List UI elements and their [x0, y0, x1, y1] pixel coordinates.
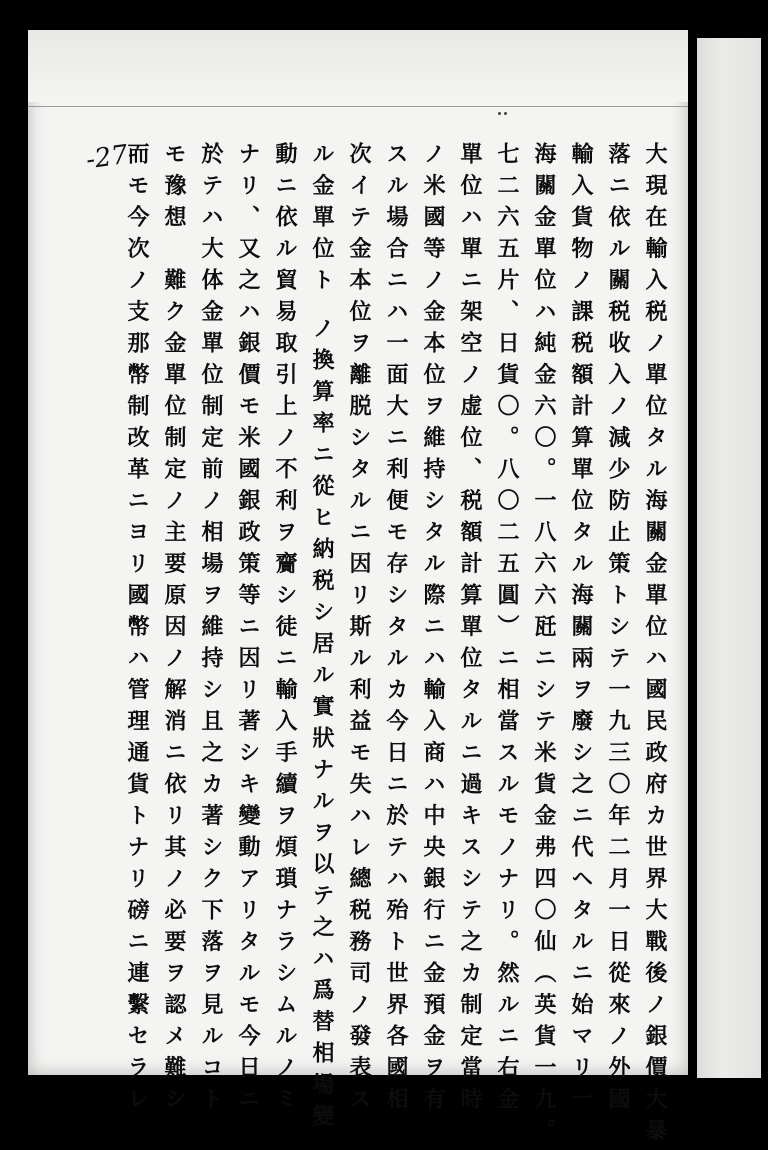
- text-column: 於テハ大体金單位制定前ノ相場ヲ維持シ且之カ著シク下落ヲ見ルコト: [198, 142, 224, 1119]
- text-column: ナリ、又之ハ銀價モ米國銀政策等ニ因リ著シキ變動アリタルモ今日ニ: [235, 142, 261, 1119]
- text-column: ノ米國等ノ金本位ヲ維持シタル際ニハ輸入商ハ中央銀行ニ金預金ヲ有: [420, 142, 446, 1119]
- text-column: 輸入貨物ノ課税額計算單位タル海關兩ヲ廢シ之ニ代ヘタルニ始マリ一: [568, 142, 594, 1119]
- text-column: 七二六五片、日貨〇。八〇二五圓）ニ相當スルモノナリ。然ルニ右金: [494, 142, 520, 1119]
- page-header-band: [28, 30, 688, 102]
- document-page: [28, 30, 688, 1150]
- page-number: -27-: [84, 138, 139, 176]
- text-column: スル場合ニハ一面大ニ利便モ存シタルカ今日ニ於テハ殆ト世界各國相: [383, 142, 409, 1119]
- bleed-through-text: [709, 128, 735, 1028]
- text-column: 大現在輸入税ノ單位タル海關金單位ハ國民政府カ世界大戰後ノ銀價大暴: [642, 142, 668, 1150]
- header-rule: [28, 106, 688, 107]
- text-column: 次イテ金本位ヲ離脱シタルニ因リ斯ル利益モ失ハレ總税務司ノ發表ス: [346, 142, 372, 1119]
- speck-marks: [498, 100, 512, 104]
- bleed-through-text: [733, 128, 759, 1028]
- text-column: 單位ハ單ニ架空ノ虚位、税額計算單位タルニ過キスシテ之カ制定當時: [457, 142, 483, 1119]
- text-column: 而モ今次ノ支那幣制改革ニヨリ國幣ハ管理通貨トナリ磅ニ連繫セラレ: [124, 142, 150, 1119]
- text-column: モ豫想 難ク金單位制定ノ主要原因ノ解消ニ依リ其ノ必要ヲ認メ難シ: [161, 142, 187, 1119]
- text-column: 落ニ依ル關税收入ノ減少防止策トシテ一九三〇年二月一日從來ノ外國: [605, 142, 631, 1119]
- text-column: ル金單位ト ノ換算率ニ從ヒ納税シ居ル實狀ナルヲ以テ之ハ爲替相場變: [309, 142, 335, 1136]
- adjacent-page-edge: [697, 38, 761, 1078]
- text-column: 動ニ依ル貿易取引上ノ不利ヲ齎シ徒ニ輸入手續ヲ煩瑣ナラシムルノミ: [272, 142, 298, 1119]
- text-column: 海關金單位ハ純金六〇。一八六六瓩ニシテ米貨金弗四〇仙（英貨一九。: [531, 142, 557, 1150]
- vertical-text-body: [124, 142, 668, 1150]
